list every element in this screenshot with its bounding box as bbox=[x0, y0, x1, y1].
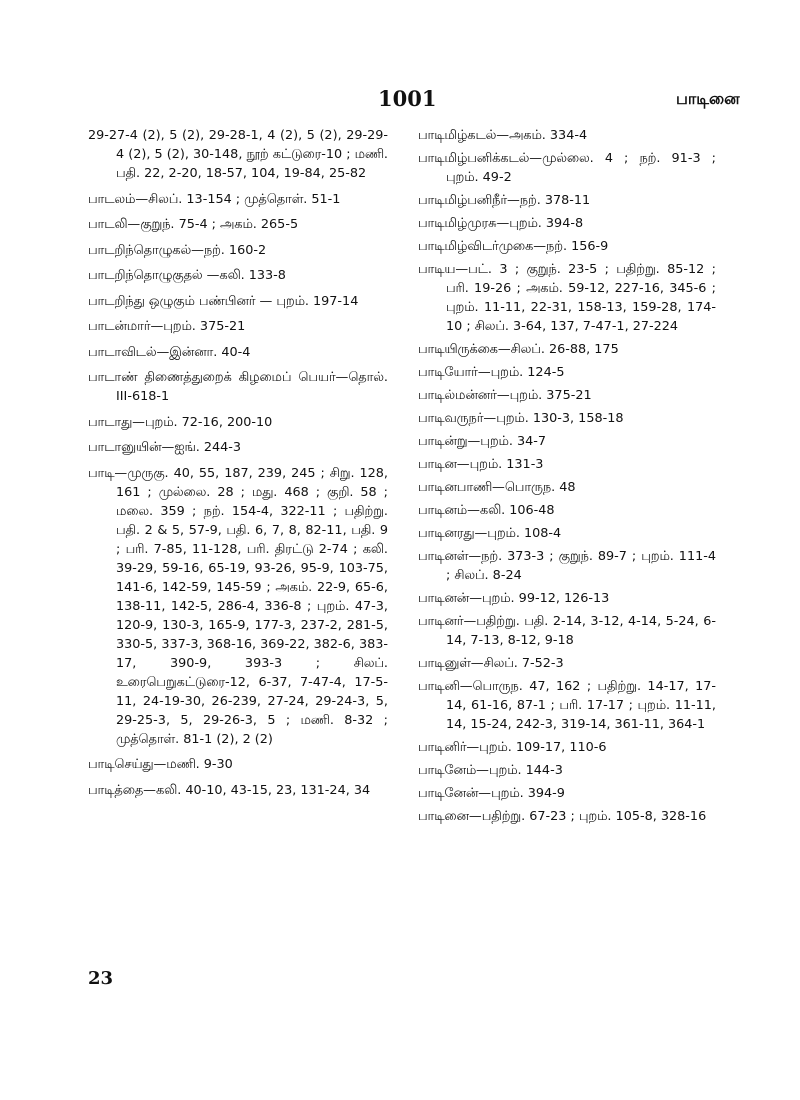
index-entry: பாடினை—பதிற்று. 67-23 ; புறம். 105-8, 328-16 bbox=[418, 809, 707, 824]
index-entry: பாடிமிழ்விடர்முகை—நற். 156-9 bbox=[418, 239, 609, 254]
index-entry: பாடியோர்—புறம். 124-5 bbox=[418, 365, 565, 380]
index-entry: பாடினி—பொருந. 47, 162 ; பதிற்று. 14-17, 17-14, 61-16, 87-1 ; பரி. 17-17 ; புறம். 11-11, 14, 15-24, 242-3, 319-14, 361-11, 364-1 bbox=[418, 679, 716, 732]
left-column bbox=[88, 126, 388, 806]
index-entry: பாடிமிழ்கடல்—அகம். 334-4 bbox=[418, 128, 588, 143]
index-entry: பாடன்மார்—புறம். 375-21 bbox=[88, 319, 246, 334]
index-entry: பாடினுள்—சிலப். 7-52-3 bbox=[418, 656, 564, 671]
index-entry: பாடாவிடல்—இன்னா. 40-4 bbox=[88, 344, 251, 360]
index-entry: பாடினம்—கலி. 106-48 bbox=[418, 503, 555, 518]
index-entry: பாடலம்—சிலப். 13-154 ; முத்தொள். 51-1 bbox=[88, 191, 341, 207]
right-column bbox=[418, 126, 716, 830]
index-entry: பாடின்று—புறம். 34-7 bbox=[418, 434, 547, 449]
index-entry: பாடிவருநர்—புறம். 130-3, 158-18 bbox=[418, 411, 624, 426]
index-entry: பாடினன்—புறம். 99-12, 126-13 bbox=[418, 591, 610, 606]
index-entry: பாடினபாணி—பொருந. 48 bbox=[418, 480, 576, 495]
index-entry: பாடினரது—புறம். 108-4 bbox=[418, 526, 562, 541]
index-entry: பாடியிருக்கை—சிலப். 26-88, 175 bbox=[418, 342, 619, 357]
index-entry: பாடறிந்தொழுகுதல் —கலி. 133-8 bbox=[88, 268, 286, 283]
index-entry: பாடிசெய்து—மணி. 9-30 bbox=[88, 757, 233, 772]
index-entry: பாடின—புறம். 131-3 bbox=[418, 457, 544, 472]
running-head: பாடினை bbox=[676, 89, 740, 108]
index-entry: பாடறிந்து ஒழுகும் பண்பினர் — புறம். 197-14 bbox=[88, 293, 359, 309]
index-entry: பாடிமிழ்பனிக்கடல்—முல்லை. 4 ; நற். 91-3 ; புறம். 49-2 bbox=[418, 151, 716, 185]
index-entry: பாடாண் திணைத்துறைக் கிழமைப் பெயர்—தொல். III-618-1 bbox=[88, 370, 388, 404]
index-entry: பாடித்தை—கலி. 40-10, 43-15, 23, 131-24, 34 bbox=[88, 782, 371, 798]
index-entry: பாடினள்—நற். 373-3 ; குறுந். 89-7 ; புறம். 111-4 ; சிலப். 8-24 bbox=[418, 549, 716, 583]
index-entry: பாடினர்—பதிற்று. பதி. 2-14, 3-12, 4-14, 5-24, 6-14, 7-13, 8-12, 9-18 bbox=[418, 614, 716, 648]
index-entry: பாடானுயின்—ஐங். 244-3 bbox=[88, 440, 242, 455]
index-entry: பாடிய—பட். 3 ; குறுந். 23-5 ; பதிற்று. 85-12 ; பரி. 19-26 ; அகம். 59-12, 227-16, 345-6 ; புறம். 11-11, 22-31, 158-13, 159-28, 174-10 ; சிலப். 3-64, 137, 7-47-1, 27-224 bbox=[418, 262, 716, 334]
index-entry: பாடில்மன்னர்—புறம். 375-21 bbox=[418, 388, 592, 403]
page-number: 1001 bbox=[378, 86, 437, 111]
index-entry: பாடிமிழ்பனிநீர்—நற். 378-11 bbox=[418, 193, 591, 208]
printer-signature: 23 bbox=[88, 968, 114, 989]
index-entry: பாடறிந்தொழுகல்—நற். 160-2 bbox=[88, 242, 267, 258]
index-entry: பாடினேன்—புறம். 394-9 bbox=[418, 786, 565, 801]
index-entry: பாடினிர்—புறம். 109-17, 110-6 bbox=[418, 740, 607, 755]
index-entry: பாடலி—குறுந். 75-4 ; அகம். 265-5 bbox=[88, 217, 299, 232]
index-entry: பாடாது—புறம். 72-16, 200-10 bbox=[88, 414, 273, 430]
index-entry: பாடினேம்—புறம். 144-3 bbox=[418, 763, 563, 778]
index-entry: பாடி—முருகு. 40, 55, 187, 239, 245 ; சிறு. 128, 161 ; முல்லை. 28 ; மது. 468 ; குறி. 58 ; மலை. 359 ; நற். 154-4, 322-11 ; பதிற்று. பதி. 2 & 5, 57-9, பதி. 6, 7, 8, 82-11, பதி. 9 ; பரி. 7-85, 11-128, பரி. திரட்டு 2-74 ; கலி. 39-29, 59-16, 65-19, 93-26, 95-9, 103-75, 141-6, 142-59, 145-59 ; அகம். 22-9, 65-6, 138-11, 142-5, 286-4, 336-8 ; புறம். 47-3, 120-9, 130-3, 165-9, 177-3, 237-2, 281-5, 330-5, 337-3, 368-16, 369-22, 382-6, 383-17, 390-9, 393-3 ; சிலப். உரைபெறுகட்டுரை-12, 6-37, 7-47-4, 17-5-11, 24-19-30, 26-239, 27-24, 29-24-3, 5, 29-25-3, 5, 29-26-3, 5 ; மணி. 8-32 ; முத்தொள். 81-1 (2), 2 (2) bbox=[88, 465, 388, 747]
index-entry: பாடிமிழ்முரசு—புறம். 394-8 bbox=[418, 216, 584, 231]
index-entry: 29-27-4 (2), 5 (2), 29-28-1, 4 (2), 5 (2), 29-29-4 (2), 5 (2), 30-148, நூற் கட்டுரை-10 ; மணி. பதி. 22, 2-20, 18-57, 104, 19-84, 25-82 bbox=[88, 128, 388, 181]
